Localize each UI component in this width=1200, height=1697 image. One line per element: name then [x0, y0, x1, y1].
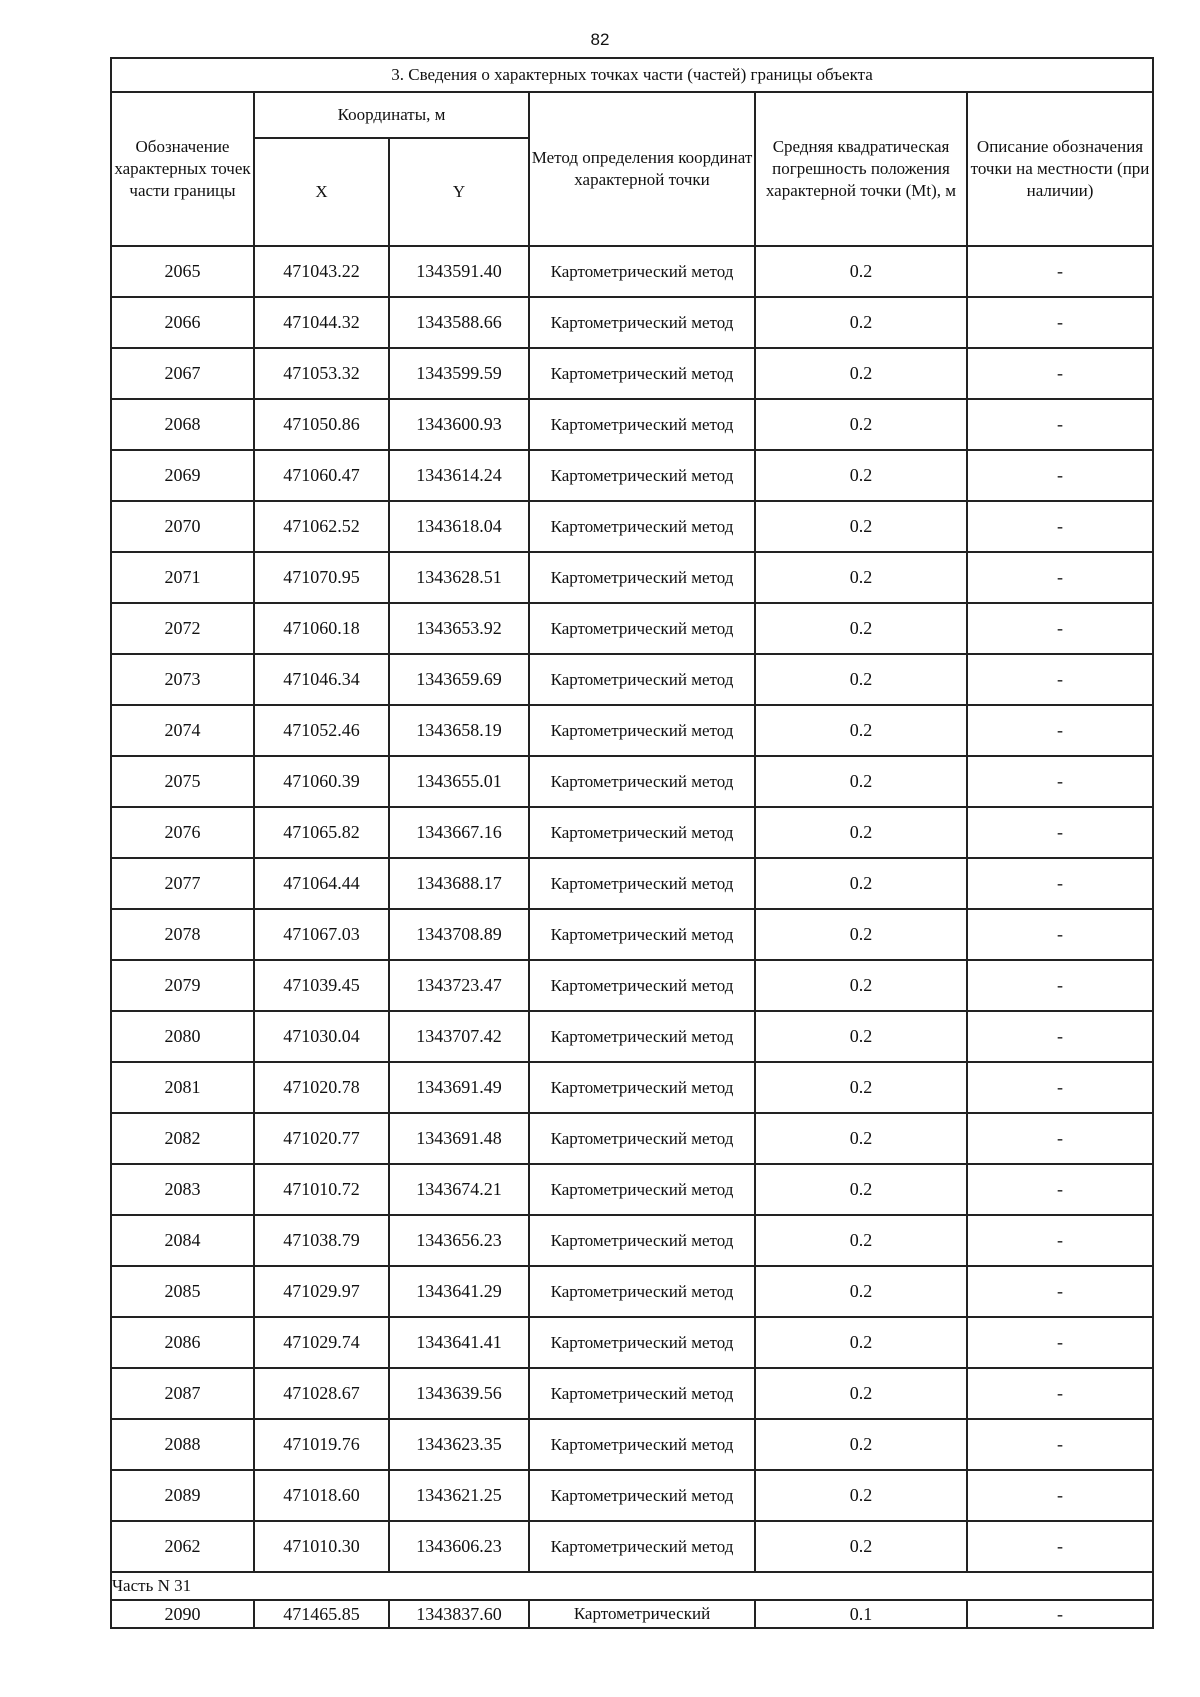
method: Картометрический метод [529, 399, 755, 450]
method: Картометрический метод [529, 1419, 755, 1470]
table-row [111, 552, 1153, 603]
accuracy: 0.1 [755, 1600, 967, 1628]
point-id: 2080 [111, 1011, 254, 1062]
table-row [111, 807, 1153, 858]
point-id: 2075 [111, 756, 254, 807]
table-row [111, 654, 1153, 705]
coord-x: 471070.95 [254, 552, 389, 603]
table-row [111, 858, 1153, 909]
accuracy: 0.2 [755, 1266, 967, 1317]
method: Картометрический метод [529, 705, 755, 756]
point-id: 2073 [111, 654, 254, 705]
method: Картометрический метод [529, 909, 755, 960]
coord-y: 1343655.01 [389, 756, 529, 807]
accuracy: 0.2 [755, 246, 967, 297]
coord-x: 471064.44 [254, 858, 389, 909]
table-row [111, 603, 1153, 654]
coord-y: 1343688.17 [389, 858, 529, 909]
coord-x: 471046.34 [254, 654, 389, 705]
coord-x: 471020.78 [254, 1062, 389, 1113]
coord-x: 471053.32 [254, 348, 389, 399]
table-row [111, 450, 1153, 501]
point-id: 2082 [111, 1113, 254, 1164]
table-row [111, 1419, 1153, 1470]
description: - [967, 1419, 1153, 1470]
coord-y: 1343600.93 [389, 399, 529, 450]
accuracy: 0.2 [755, 960, 967, 1011]
point-id: 2062 [111, 1521, 254, 1572]
header-method: Метод определения координат характерной точки [529, 92, 755, 246]
table-body [111, 246, 1153, 1572]
coord-y: 1343599.59 [389, 348, 529, 399]
coord-y: 1343614.24 [389, 450, 529, 501]
description: - [967, 450, 1153, 501]
header-accuracy: Средняя квадратическая погрешность положения характерной точки (Mt), м [755, 92, 967, 246]
coord-y: 1343837.60 [389, 1600, 529, 1628]
header-coordinates: Координаты, м [254, 92, 529, 138]
coord-x: 471060.18 [254, 603, 389, 654]
method: Картометрический метод [529, 756, 755, 807]
description: - [967, 1113, 1153, 1164]
point-id: 2071 [111, 552, 254, 603]
table-row [111, 1113, 1153, 1164]
coord-y: 1343674.21 [389, 1164, 529, 1215]
coord-y: 1343723.47 [389, 960, 529, 1011]
description: - [967, 1011, 1153, 1062]
point-id: 2079 [111, 960, 254, 1011]
description: - [967, 960, 1153, 1011]
description: - [967, 756, 1153, 807]
accuracy: 0.2 [755, 450, 967, 501]
method: Картометрический метод [529, 960, 755, 1011]
method: Картометрический метод [529, 450, 755, 501]
description: - [967, 1470, 1153, 1521]
coord-y: 1343658.19 [389, 705, 529, 756]
accuracy: 0.2 [755, 705, 967, 756]
coord-x: 471065.82 [254, 807, 389, 858]
method: Картометрический метод [529, 1011, 755, 1062]
coord-x: 471038.79 [254, 1215, 389, 1266]
header-designation: Обозначение характерных точек части границы [111, 92, 254, 246]
point-id: 2072 [111, 603, 254, 654]
coord-y: 1343691.49 [389, 1062, 529, 1113]
method: Картометрический метод [529, 1215, 755, 1266]
coord-x: 471465.85 [254, 1600, 389, 1628]
point-id: 2081 [111, 1062, 254, 1113]
coord-x: 471039.45 [254, 960, 389, 1011]
table-row [111, 1600, 1153, 1628]
method: Картометрический метод [529, 297, 755, 348]
coord-y: 1343659.69 [389, 654, 529, 705]
point-id: 2088 [111, 1419, 254, 1470]
accuracy: 0.2 [755, 1368, 967, 1419]
method: Картометрический метод [529, 1266, 755, 1317]
point-id: 2074 [111, 705, 254, 756]
method: Картометрический метод [529, 1470, 755, 1521]
coord-x: 471019.76 [254, 1419, 389, 1470]
point-id: 2076 [111, 807, 254, 858]
header-y: Y [389, 138, 529, 246]
point-id: 2089 [111, 1470, 254, 1521]
coord-y: 1343667.16 [389, 807, 529, 858]
accuracy: 0.2 [755, 1164, 967, 1215]
accuracy: 0.2 [755, 1062, 967, 1113]
accuracy: 0.2 [755, 552, 967, 603]
description: - [967, 1266, 1153, 1317]
point-id: 2069 [111, 450, 254, 501]
boundary-points-table [110, 57, 1154, 1629]
point-id: 2067 [111, 348, 254, 399]
coord-x: 471052.46 [254, 705, 389, 756]
method: Картометрический метод [529, 1317, 755, 1368]
description: - [967, 1164, 1153, 1215]
part-label: Часть N 31 [111, 1572, 1153, 1600]
coord-y: 1343591.40 [389, 246, 529, 297]
accuracy: 0.2 [755, 858, 967, 909]
table-row [111, 1266, 1153, 1317]
description: - [967, 705, 1153, 756]
description: - [967, 909, 1153, 960]
description: - [967, 501, 1153, 552]
description: - [967, 399, 1153, 450]
coord-y: 1343641.29 [389, 1266, 529, 1317]
accuracy: 0.2 [755, 807, 967, 858]
coord-y: 1343618.04 [389, 501, 529, 552]
table-row [111, 1062, 1153, 1113]
description: - [967, 1600, 1153, 1628]
page-number: 82 [590, 30, 610, 49]
coord-y: 1343621.25 [389, 1470, 529, 1521]
coord-y: 1343691.48 [389, 1113, 529, 1164]
point-id: 2090 [111, 1600, 254, 1628]
point-id: 2086 [111, 1317, 254, 1368]
method: Картометрический метод [529, 1062, 755, 1113]
accuracy: 0.2 [755, 1470, 967, 1521]
table-row [111, 909, 1153, 960]
coord-y: 1343588.66 [389, 297, 529, 348]
coord-y: 1343707.42 [389, 1011, 529, 1062]
coord-x: 471044.32 [254, 297, 389, 348]
coord-x: 471030.04 [254, 1011, 389, 1062]
description: - [967, 858, 1153, 909]
method: Картометрический метод [529, 501, 755, 552]
method: Картометрический метод [529, 858, 755, 909]
point-id: 2077 [111, 858, 254, 909]
point-id: 2078 [111, 909, 254, 960]
description: - [967, 1317, 1153, 1368]
table-row [111, 756, 1153, 807]
table-row [111, 1011, 1153, 1062]
table-row [111, 705, 1153, 756]
description: - [967, 348, 1153, 399]
point-id: 2065 [111, 246, 254, 297]
coord-x: 471062.52 [254, 501, 389, 552]
coord-x: 471010.30 [254, 1521, 389, 1572]
accuracy: 0.2 [755, 756, 967, 807]
description: - [967, 1215, 1153, 1266]
header-description: Описание обозначения точки на местности (при наличии) [967, 92, 1153, 246]
coord-y: 1343653.92 [389, 603, 529, 654]
table-row [111, 1368, 1153, 1419]
accuracy: 0.2 [755, 909, 967, 960]
coord-x: 471060.39 [254, 756, 389, 807]
section-title: 3. Сведения о характерных точках части (частей) границы объекта [111, 58, 1153, 92]
point-id: 2070 [111, 501, 254, 552]
table-row [111, 1164, 1153, 1215]
accuracy: 0.2 [755, 1317, 967, 1368]
description: - [967, 552, 1153, 603]
point-id: 2084 [111, 1215, 254, 1266]
method: Картометрический метод [529, 348, 755, 399]
header-x: X [254, 138, 389, 246]
coord-x: 471029.97 [254, 1266, 389, 1317]
point-id: 2085 [111, 1266, 254, 1317]
coord-y: 1343606.23 [389, 1521, 529, 1572]
accuracy: 0.2 [755, 654, 967, 705]
coord-x: 471050.86 [254, 399, 389, 450]
description: - [967, 654, 1153, 705]
method: Картометрический метод [529, 552, 755, 603]
accuracy: 0.2 [755, 348, 967, 399]
method: Картометрический метод [529, 654, 755, 705]
coord-x: 471028.67 [254, 1368, 389, 1419]
table-row [111, 297, 1153, 348]
table-row [111, 960, 1153, 1011]
method: Картометрический метод [529, 1521, 755, 1572]
accuracy: 0.2 [755, 297, 967, 348]
point-id: 2083 [111, 1164, 254, 1215]
table-row [111, 399, 1153, 450]
coord-x: 471018.60 [254, 1470, 389, 1521]
method: Картометрический метод [529, 1113, 755, 1164]
point-id: 2087 [111, 1368, 254, 1419]
coord-y: 1343641.41 [389, 1317, 529, 1368]
accuracy: 0.2 [755, 1419, 967, 1470]
method: Картометрический метод [529, 807, 755, 858]
description: - [967, 1521, 1153, 1572]
accuracy: 0.2 [755, 1113, 967, 1164]
method: Картометрический метод [529, 246, 755, 297]
coord-y: 1343639.56 [389, 1368, 529, 1419]
coord-y: 1343656.23 [389, 1215, 529, 1266]
description: - [967, 807, 1153, 858]
accuracy: 0.2 [755, 1215, 967, 1266]
accuracy: 0.2 [755, 399, 967, 450]
coord-x: 471029.74 [254, 1317, 389, 1368]
description: - [967, 246, 1153, 297]
method: Картометрический метод [529, 1164, 755, 1215]
coord-y: 1343708.89 [389, 909, 529, 960]
table-row [111, 1317, 1153, 1368]
coord-x: 471043.22 [254, 246, 389, 297]
method: Картометрический метод [529, 603, 755, 654]
coord-y: 1343628.51 [389, 552, 529, 603]
coord-x: 471067.03 [254, 909, 389, 960]
description: - [967, 297, 1153, 348]
table-row [111, 1470, 1153, 1521]
method: Картометрический метод [529, 1368, 755, 1419]
table-row [111, 246, 1153, 297]
description: - [967, 1062, 1153, 1113]
coord-x: 471020.77 [254, 1113, 389, 1164]
table-row [111, 1521, 1153, 1572]
point-id: 2068 [111, 399, 254, 450]
table-row [111, 501, 1153, 552]
table-row [111, 1215, 1153, 1266]
method: Картометрический [529, 1600, 755, 1628]
description: - [967, 1368, 1153, 1419]
part-row [111, 1572, 1153, 1600]
coord-x: 471060.47 [254, 450, 389, 501]
coord-x: 471010.72 [254, 1164, 389, 1215]
table-row [111, 348, 1153, 399]
accuracy: 0.2 [755, 1011, 967, 1062]
accuracy: 0.2 [755, 603, 967, 654]
accuracy: 0.2 [755, 1521, 967, 1572]
description: - [967, 603, 1153, 654]
accuracy: 0.2 [755, 501, 967, 552]
point-id: 2066 [111, 297, 254, 348]
coord-y: 1343623.35 [389, 1419, 529, 1470]
